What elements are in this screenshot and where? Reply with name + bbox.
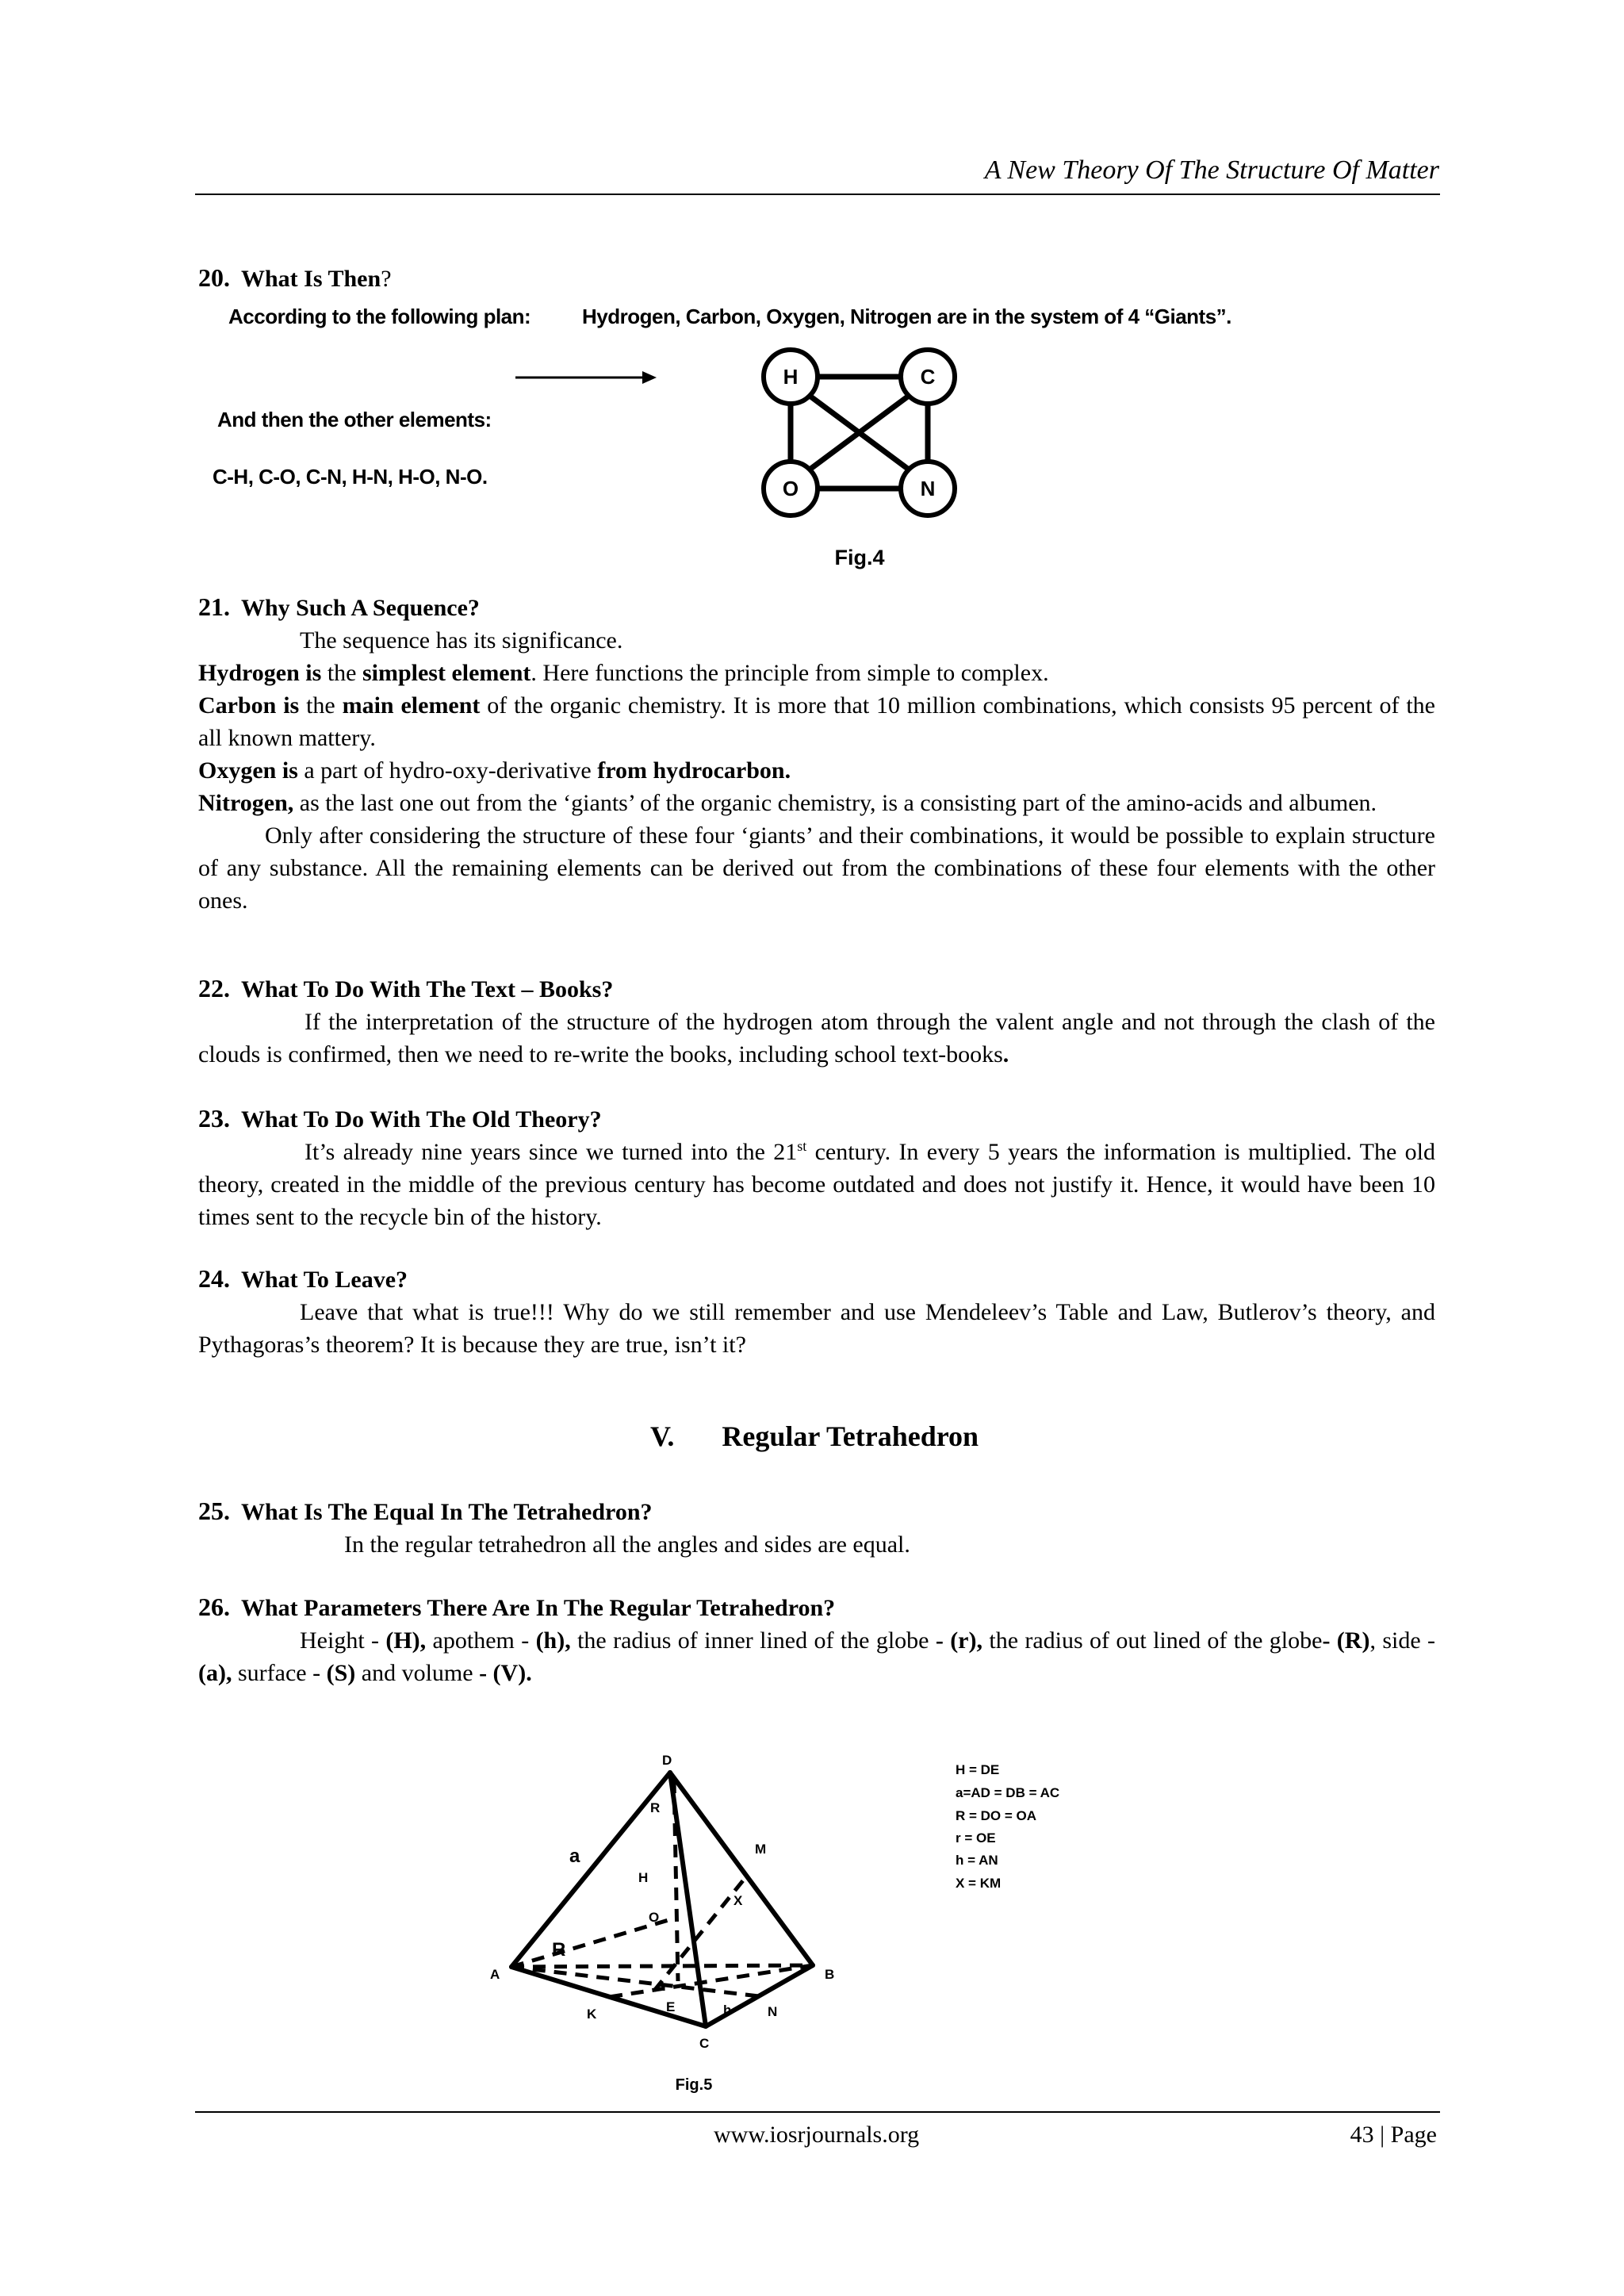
label-b: B: [825, 1967, 835, 1982]
text: It’s already nine years since we turned into the 21: [304, 1139, 798, 1165]
section-title: What Is The Equal In The Tetrahedron?: [241, 1499, 653, 1525]
section-title: What Is Then: [241, 266, 381, 292]
label-e: E: [666, 1999, 676, 2014]
footer-rule: [195, 2111, 1440, 2113]
fig4-arrow-head: [642, 371, 657, 384]
section-23: [198, 1102, 1435, 1233]
fig5-diagram: [0, 1705, 1624, 2149]
running-title: A New Theory Of The Structure Of Matter: [984, 155, 1439, 185]
label-o: O: [649, 1910, 660, 1925]
text: the: [321, 660, 362, 686]
edge-ab-hidden: [511, 1965, 813, 1967]
tetrahedron-hidden-lines: [511, 1780, 813, 1997]
section-title: Regular Tetrahedron: [722, 1420, 979, 1452]
bold-text: Nitrogen,: [198, 790, 294, 816]
section-number: 22.: [198, 974, 230, 1002]
section-24: [198, 1263, 1435, 1361]
legend-item: h = AN: [956, 1853, 998, 1868]
roman-numeral: V.: [650, 1420, 675, 1452]
text: Height -: [300, 1627, 386, 1654]
section-number: 20.: [198, 263, 230, 292]
section-title: Why Such A Sequence?: [241, 595, 480, 621]
node-o-label: O: [782, 477, 799, 500]
text: the radius of out lined of the globe: [982, 1627, 1323, 1654]
bold-text: (h),: [535, 1627, 571, 1654]
text: , side -: [1369, 1627, 1435, 1654]
text: of the organic chemistry. It is more that 10 million combinations, which consists 95 percent of the all known mattery.: [198, 692, 1435, 751]
node-h-label: H: [783, 365, 799, 389]
bold-text: Hydrogen is: [198, 660, 322, 686]
legend-item: H = DE: [956, 1762, 1000, 1777]
section-v-title: [650, 1420, 979, 1453]
label-c: C: [699, 2036, 710, 2051]
section-22: [198, 972, 1435, 1071]
paragraph: Leave that what is true!!! Why do we still remember and use Mendeleev’s Table and Law, Butlerov’s theory, and Pythagoras’s theorem? It is because they are true, isn’t it?: [198, 1299, 1435, 1358]
section-24-heading: [198, 1263, 1435, 1296]
section-21: [198, 591, 1435, 917]
paragraph-oxygen: [198, 754, 1435, 787]
fig4-plan-right: Hydrogen, Carbon, Oxygen, Nitrogen are in the system of 4 “Giants”.: [582, 305, 1231, 328]
footer-url: www.iosrjournals.org: [714, 2122, 920, 2148]
legend-item: r = OE: [956, 1830, 996, 1846]
label-a: A: [490, 1967, 500, 1982]
section-number: 26.: [198, 1593, 230, 1621]
bold-text: from hydrocarbon.: [597, 757, 791, 784]
text: apothem -: [426, 1627, 536, 1654]
section-number: 25.: [198, 1497, 230, 1525]
paragraph: In the regular tetrahedron all the angles and sides are equal.: [344, 1531, 910, 1558]
section-number: 23.: [198, 1104, 230, 1133]
bold-text: (H),: [385, 1627, 427, 1654]
bold-text: Oxygen is: [198, 757, 298, 784]
label-h-height: H: [638, 1870, 649, 1885]
bold-text: simplest element: [362, 660, 531, 686]
text: . Here functions the principle from simple to complex.: [530, 660, 1049, 686]
text: surface -: [232, 1660, 327, 1686]
text: century. In every 5 years the information is multiplied. The old theory, created in the middle of the previous century has become outdated and does not justify it. Hence, it would have been 10 times sent to the recycle bin of the history.: [198, 1139, 1435, 1230]
section-25: [198, 1495, 1435, 1561]
paragraph-hydrogen: [198, 657, 1435, 689]
bold-text: - (R): [1322, 1627, 1370, 1654]
section-21-heading: [198, 591, 1435, 624]
fig4-pairs: C-H, C-O, C-N, H-N, H-O, N-O.: [213, 465, 488, 489]
bold-text: - (r),: [935, 1627, 982, 1654]
label-r-upper: R: [650, 1800, 661, 1815]
bold-text: Carbon is: [198, 692, 300, 719]
text: a part of hydro-oxy-derivative: [297, 757, 598, 784]
paragraph: [198, 1136, 1435, 1233]
node-c-label: C: [920, 365, 936, 389]
bold-text: (S): [326, 1660, 356, 1686]
paragraph: [198, 1624, 1435, 1689]
label-h-apothem: h: [723, 2003, 732, 2018]
fig4-plan-left: According to the following plan:: [228, 305, 531, 328]
label-n: N: [768, 2004, 778, 2019]
section-title: What To Do With The Text – Books?: [241, 976, 614, 1002]
label-r-lower: R: [552, 1939, 566, 1961]
text: and volume: [355, 1660, 480, 1686]
bold-text: main element: [342, 692, 481, 719]
label-x: X: [733, 1893, 743, 1908]
section-22-heading: [198, 972, 1435, 1006]
text: If the interpretation of the structure of the hydrogen atom through the valent angle and not through the clash of the clouds is confirmed, then we need to re-write the books, including school text-books: [198, 1009, 1435, 1068]
label-k: K: [587, 2007, 597, 2022]
paragraph: The sequence has its significance.: [300, 627, 623, 654]
bold-text: (a),: [198, 1660, 232, 1686]
section-number: 21.: [198, 592, 230, 621]
label-d: D: [662, 1753, 672, 1768]
section-26: [198, 1591, 1435, 1689]
section-number: 24.: [198, 1264, 230, 1293]
text: the: [299, 692, 343, 719]
section-26-heading: [198, 1591, 1435, 1624]
text: as the last one out from the ‘giants’ of the organic chemistry, is a consisting part of the amino-acids and albumen.: [293, 790, 1377, 816]
superscript: st: [797, 1138, 807, 1154]
bold-text: - (V).: [479, 1660, 532, 1686]
label-a-side: a: [569, 1846, 580, 1867]
line-ao: [511, 1918, 676, 1967]
section-25-heading: [198, 1495, 1435, 1528]
legend-item: a=AD = DB = AC: [956, 1785, 1060, 1800]
label-m: M: [755, 1842, 767, 1857]
node-n-label: N: [920, 477, 936, 500]
paragraph: Only after considering the structure of these four ‘giants’ and their combinations, it would be possible to explain structure of any substance. All the remaining elements can be derived out from the combinations of these four elements with the other ones.: [198, 822, 1435, 914]
fig5-labels: [490, 1753, 834, 2051]
bold-text: .: [1002, 1041, 1009, 1068]
section-title-qmark: ?: [381, 266, 392, 292]
paragraph-carbon: [198, 689, 1435, 754]
legend-item: R = DO = OA: [956, 1808, 1037, 1823]
fig4-caption: Fig.4: [834, 546, 885, 569]
section-23-heading: [198, 1102, 1435, 1136]
legend-item: X = KM: [956, 1876, 1002, 1891]
paragraph: [198, 1006, 1435, 1071]
fig5-caption: Fig.5: [675, 2076, 713, 2094]
footer-page-number: 43 | Page: [1350, 2122, 1437, 2148]
section-title: What To Leave?: [241, 1267, 408, 1293]
paragraph-nitrogen: [198, 787, 1435, 819]
fig5-legend: [956, 1762, 1059, 1891]
text: the radius of inner lined of the globe: [570, 1627, 936, 1654]
fig4-diagram: [0, 0, 1624, 603]
section-title: What To Do With The Old Theory?: [241, 1106, 602, 1133]
label-r-inner: r: [662, 1979, 668, 1994]
section-title: What Parameters There Are In The Regular Tetrahedron?: [241, 1595, 836, 1621]
fig4-other-elements: And then the other elements:: [217, 408, 492, 431]
